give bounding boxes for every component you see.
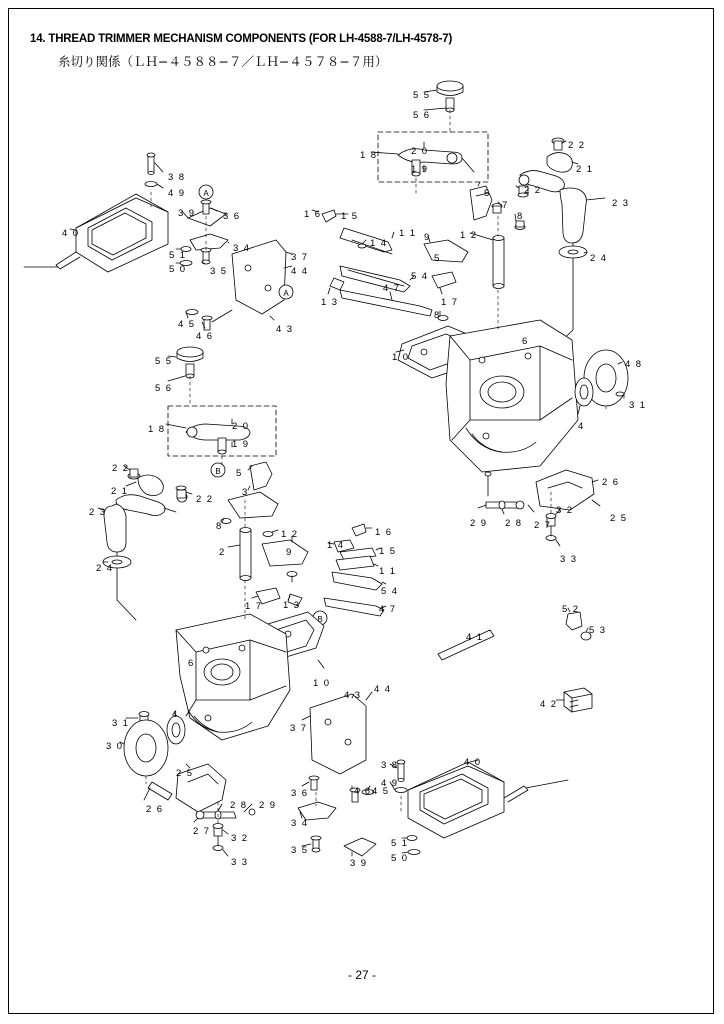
part-callout: 1 4 bbox=[327, 540, 345, 551]
part-callout: 1 7 bbox=[245, 601, 263, 612]
part-callout: 2 2 bbox=[112, 463, 130, 474]
part-callout: 5 5 bbox=[413, 90, 431, 101]
part-callout: 1 3 bbox=[283, 600, 301, 611]
part-callout: 2 9 bbox=[259, 800, 277, 811]
part-callout: 5 0 bbox=[391, 853, 409, 864]
part-callout: 1 0 bbox=[313, 678, 331, 689]
part-callout: 8 bbox=[434, 310, 441, 321]
part-callout: 4 9 bbox=[168, 188, 186, 199]
part-callout: 1 2 bbox=[460, 230, 478, 241]
part-callout: 2 5 bbox=[610, 513, 628, 524]
part-callout: 1 6 bbox=[375, 527, 393, 538]
part-callout: 2 2 bbox=[568, 140, 586, 151]
part-callout: 3 bbox=[242, 487, 249, 498]
svg-text:A: A bbox=[203, 189, 209, 198]
part-callout: 4 bbox=[578, 421, 585, 432]
part-callout: 2 7 bbox=[534, 520, 552, 531]
part-callout: 3 9 bbox=[178, 208, 196, 219]
part-callout: 5 6 bbox=[413, 110, 431, 121]
part-callout: 6 bbox=[188, 658, 195, 669]
part-callout: 4 0 bbox=[62, 228, 80, 239]
part-callout: 3 7 bbox=[290, 723, 308, 734]
part-callout: 1 8 bbox=[360, 150, 378, 161]
part-callout: 2 1 bbox=[576, 164, 594, 175]
page-title: 14. THREAD TRIMMER MECHANISM COMPONENTS (FOR LH-4588-7/LH-4578-7) bbox=[30, 33, 453, 45]
part-callout: 4 0 bbox=[464, 757, 482, 768]
part-callout: 1 5 bbox=[341, 211, 359, 222]
part-callout: 5 5 bbox=[155, 356, 173, 367]
part-callout: 3 4 bbox=[233, 243, 251, 254]
part-callout: 4 4 bbox=[374, 684, 392, 695]
svg-text:B: B bbox=[317, 615, 323, 624]
part-callout: 3 3 bbox=[231, 857, 249, 868]
part-callout: 5 3 bbox=[589, 625, 607, 636]
page-title-japanese: 糸切り関係（ＬＨ−４５８８−７／ＬＨ−４５７８−７用） bbox=[58, 54, 388, 69]
part-callout: 4 6 bbox=[354, 786, 372, 797]
part-callout: 1 9 bbox=[232, 439, 250, 450]
part-callout: 5 4 bbox=[411, 271, 429, 282]
page-number: - 27 - bbox=[347, 968, 376, 982]
part-callout: 3 1 bbox=[629, 400, 647, 411]
part-callout: 3 5 bbox=[210, 266, 228, 277]
part-callout: 4 1 bbox=[466, 632, 484, 643]
part-callout: 8 bbox=[517, 211, 524, 222]
part-callout: 5 bbox=[484, 188, 491, 199]
part-callout: 3 2 bbox=[556, 505, 574, 516]
part-callout: 2 8 bbox=[230, 800, 248, 811]
part-callout: 1 4 bbox=[370, 238, 388, 249]
part-callout: 1 3 bbox=[321, 297, 339, 308]
part-callout: 5 6 bbox=[155, 383, 173, 394]
part-callout: 5 bbox=[434, 253, 441, 264]
part-callout: 2 7 bbox=[193, 826, 211, 837]
part-callout: 3 4 bbox=[291, 818, 309, 829]
part-callout: 2 bbox=[219, 547, 226, 558]
part-callout: 4 3 bbox=[344, 690, 362, 701]
part-callout: 3 3 bbox=[560, 554, 578, 565]
part-callout: 4 7 bbox=[383, 283, 401, 294]
part-callout: 1 6 bbox=[304, 209, 322, 220]
part-callout: 1 1 bbox=[379, 566, 397, 577]
part-callout: 5 4 bbox=[381, 586, 399, 597]
part-callout: 5 bbox=[236, 468, 243, 479]
part-callout: 9 bbox=[286, 547, 293, 558]
part-callout: 4 4 bbox=[291, 266, 309, 277]
part-callout: 2 2 bbox=[196, 494, 214, 505]
part-callout: 1 5 bbox=[379, 546, 397, 557]
part-callout: 2 5 bbox=[176, 768, 194, 779]
part-callout: 2 2 bbox=[524, 185, 542, 196]
part-callout: 1 7 bbox=[441, 297, 459, 308]
part-callout: 4 7 bbox=[379, 604, 397, 615]
part-callout: 8 bbox=[216, 521, 223, 532]
part-callout: 2 9 bbox=[470, 518, 488, 529]
part-callout: 4 5 bbox=[372, 786, 390, 797]
part-callout: 3 5 bbox=[291, 845, 309, 856]
part-callout: 3 6 bbox=[223, 211, 241, 222]
part-callout: 7 bbox=[502, 200, 509, 211]
part-callout: 4 bbox=[172, 709, 179, 720]
part-callout: 2 4 bbox=[96, 563, 114, 574]
part-callout: 1 1 bbox=[399, 228, 417, 239]
part-callout: 3 9 bbox=[350, 858, 368, 869]
part-callout: 1 0 bbox=[392, 352, 410, 363]
part-callout: 5 1 bbox=[391, 838, 409, 849]
part-callout: 3 1 bbox=[112, 718, 130, 729]
part-callout: 3 8 bbox=[381, 760, 399, 771]
part-callout: 1 8 bbox=[148, 424, 166, 435]
part-callout: 2 8 bbox=[505, 518, 523, 529]
part-callout: 2 4 bbox=[590, 253, 608, 264]
part-callout: 3 8 bbox=[168, 172, 186, 183]
part-callout: 3 7 bbox=[291, 252, 309, 263]
part-callout: 2 0 bbox=[232, 421, 250, 432]
part-callout: 2 6 bbox=[146, 804, 164, 815]
part-callout: 4 9 bbox=[381, 778, 399, 789]
part-callout: 3 2 bbox=[231, 833, 249, 844]
part-callout: 5 2 bbox=[562, 604, 580, 615]
part-callout: 2 3 bbox=[89, 507, 107, 518]
svg-text:A: A bbox=[283, 289, 289, 298]
part-callout: 4 3 bbox=[276, 324, 294, 335]
part-callout: 1 2 bbox=[281, 529, 299, 540]
part-callout: 2 3 bbox=[612, 198, 630, 209]
part-callout: 4 2 bbox=[540, 699, 558, 710]
part-callout: 2 0 bbox=[411, 146, 429, 157]
part-callout: 9 bbox=[424, 232, 431, 243]
part-callout: 2 1 bbox=[111, 486, 129, 497]
svg-text:B: B bbox=[215, 467, 221, 476]
part-callout: 6 bbox=[522, 336, 529, 347]
part-callout: 3 6 bbox=[291, 788, 309, 799]
part-callout: 3 0 bbox=[106, 741, 124, 752]
part-callout: 5 1 bbox=[169, 250, 187, 261]
part-callout: 4 5 bbox=[178, 319, 196, 330]
part-callout: 4 8 bbox=[625, 359, 643, 370]
part-callout: 1 9 bbox=[411, 164, 429, 175]
part-callout: 4 6 bbox=[196, 331, 214, 342]
part-callout: 5 0 bbox=[169, 264, 187, 275]
part-callout: 2 6 bbox=[602, 477, 620, 488]
